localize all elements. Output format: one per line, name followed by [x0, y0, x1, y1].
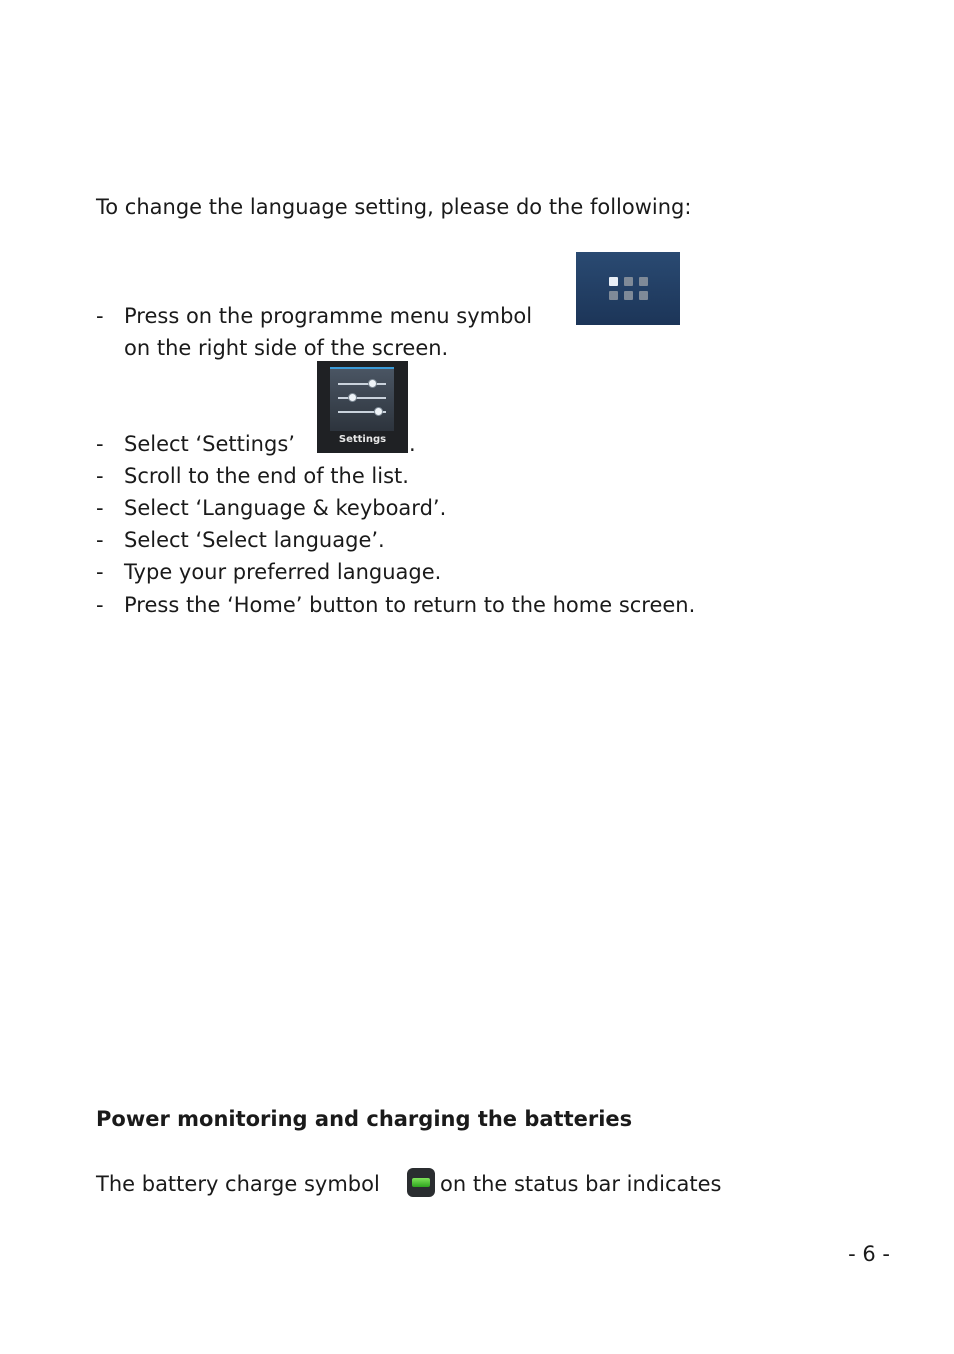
section-heading: Power monitoring and charging the batteries — [96, 1107, 633, 1131]
page-number: - 6 - — [848, 1242, 890, 1266]
step-3-text: Scroll to the end of the list. — [124, 464, 409, 488]
settings-sliders-icon — [317, 361, 408, 453]
step-7-text: Press the ‘Home’ button to return to the home screen. — [124, 593, 696, 617]
step-6-text: Type your preferred language. — [124, 560, 442, 584]
battery-fill — [412, 1178, 430, 1187]
intro-text: To change the language setting, please do the following: — [96, 195, 692, 219]
app-grid-icon — [576, 252, 680, 325]
bullet-dash: - — [96, 304, 104, 328]
bullet-dash: - — [96, 464, 104, 488]
bullet-dash: - — [96, 560, 104, 584]
step-2-period: . — [409, 432, 416, 456]
step-2-text: Select ‘Settings’ — [124, 432, 295, 456]
step-1-text: Press on the programme menu symbol — [124, 304, 533, 328]
step-4-text: Select ‘Language & keyboard’. — [124, 496, 447, 520]
step-1-continuation: on the right side of the screen. — [124, 336, 449, 360]
battery-text-before: The battery charge symbol — [96, 1172, 380, 1196]
battery-icon — [407, 1168, 435, 1197]
settings-icon-label: Settings — [338, 434, 387, 445]
bullet-dash: - — [96, 593, 104, 617]
battery-text-after: on the status bar indicates — [440, 1172, 722, 1196]
bullet-dash: - — [96, 496, 104, 520]
step-5-text: Select ‘Select language’. — [124, 528, 385, 552]
bullet-dash: - — [96, 432, 104, 456]
bullet-dash: - — [96, 528, 104, 552]
